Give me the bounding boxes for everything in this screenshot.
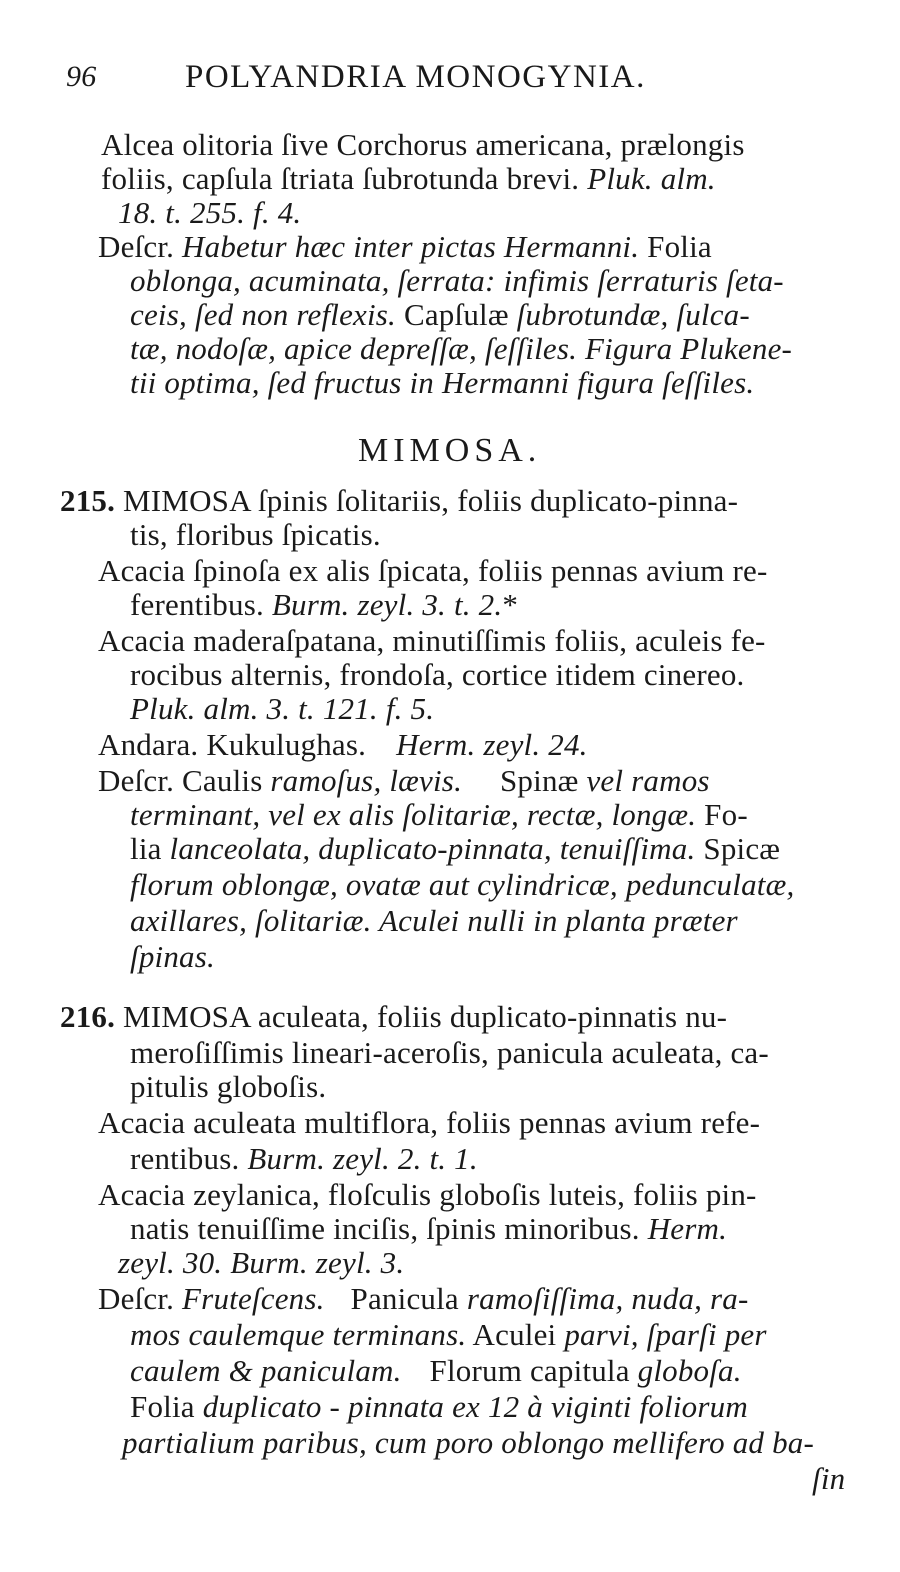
text-span: parvi, ſparſi per <box>564 1317 767 1352</box>
text-line: pitulis globoſis. <box>130 1069 327 1104</box>
text-span: Andara. Kukulughas. <box>98 727 367 762</box>
citation: Burm. zeyl. 3. t. 2. <box>271 587 503 622</box>
text-line <box>130 1140 478 1178</box>
text-span: Spicæ <box>703 831 781 866</box>
citation: Pluk. alm. 3. t. 121. f. 5. <box>130 691 435 726</box>
text-line: rocibus alternis, frondoſa, cortice itidem cinereo. <box>130 657 745 692</box>
text-span: terminant, vel ex alis ſolitariæ, rectæ, longæ. <box>130 797 697 832</box>
text-line <box>98 228 712 266</box>
text-span: lanceolata, duplicato-pinnata, tenuiſſima. <box>169 831 696 866</box>
text-line: Acacia ſpinoſa ex alis ſpicata, foliis pennas avium re- <box>98 553 768 588</box>
text-line: tæ, nodoſæ, apice depreſſæ, ſeſſiles. Figura Plukene- <box>130 331 793 366</box>
text-line: ſpinas. <box>130 939 215 974</box>
text-line <box>98 762 710 800</box>
text-line <box>130 830 780 868</box>
entry-number: 216. <box>60 999 116 1034</box>
text-line <box>130 296 750 334</box>
text-line <box>130 796 748 834</box>
text-line <box>98 1280 749 1318</box>
text-span: MIMOSA aculeata, foliis duplicato-pinnatis nu- <box>123 999 728 1034</box>
text-line: Acacia maderaſpatana, minutiſſimis foliis, aculeis fe- <box>98 623 766 658</box>
citation: Burm. zeyl. 2. t. 1. <box>247 1141 478 1176</box>
text-span: ceis, ſed non reflexis. <box>130 297 397 332</box>
text-line <box>130 1388 748 1426</box>
text-span: MIMOSA ſpinis ſolitariis, foliis duplicato-pinna- <box>123 483 739 518</box>
text-line: axillares, ſolitariæ. Aculei nulli in planta præter <box>130 903 738 938</box>
text-span: foliis, capſula ſtriata ſubrotunda brevi. <box>101 161 580 196</box>
text-line: oblonga, acuminata, ſerrata: infimis ſerraturis ſeta- <box>130 263 784 298</box>
text-span: mos caulemque terminans. <box>130 1317 467 1352</box>
citation: Herm. zeyl. 24. <box>396 727 588 762</box>
text-span: Florum capitula <box>429 1353 630 1388</box>
text-span: Folia <box>130 1389 195 1424</box>
citation: Pluk. alm. <box>587 161 716 196</box>
text-span: Spinæ <box>499 763 579 798</box>
text-span: Panicula <box>350 1281 459 1316</box>
section-title: MIMOSA. <box>358 432 542 469</box>
text-line <box>98 726 588 764</box>
text-line: partialium paribus, cum poro oblongo mellifero ad ba- <box>122 1425 815 1460</box>
text-span: Capſulæ <box>403 297 509 332</box>
text-line: Acacia zeylanica, floſculis globoſis luteis, foliis pin- <box>98 1177 757 1212</box>
text-span: ſubrotundæ, ſulca- <box>516 297 750 332</box>
text-span: Habetur hæc inter pictas Hermanni. <box>182 229 640 264</box>
text-span: ramoſus, lævis. <box>270 763 463 798</box>
text-line <box>60 998 727 1036</box>
text-span: natis tenuiſſime inciſis, ſpinis minoribus. <box>130 1211 640 1246</box>
text-span: ramoſiſſima, nuda, ra- <box>466 1281 749 1316</box>
text-span: vel ramos <box>586 763 710 798</box>
text-line: tis, floribus ſpicatis. <box>130 517 381 552</box>
text-span: globoſa. <box>637 1353 742 1388</box>
entry-number: 215. <box>60 483 116 518</box>
text-line <box>60 482 738 520</box>
text-span: Aculei <box>472 1317 557 1352</box>
page-number: 96 <box>66 60 97 93</box>
text-span: rentibus. <box>130 1141 240 1176</box>
text-span: ferentibus. <box>130 587 264 622</box>
text-span: duplicato - pinnata ex 12 à viginti foliorum <box>202 1389 748 1424</box>
text-span: caulem & paniculam. <box>130 1353 402 1388</box>
text-line <box>130 1316 767 1354</box>
citation: 18. t. 255. f. 4. <box>118 195 302 230</box>
text-line: Alcea olitoria ſive Corchorus americana, prælongis <box>101 127 745 162</box>
text-span: Deſcr. Caulis <box>98 763 263 798</box>
text-line: tii optima, ſed fructus in Hermanni figura ſeſſiles. <box>130 365 755 400</box>
text-span: Fruteſcens. <box>182 1281 325 1316</box>
text-line: meroſiſſimis lineari-aceroſis, panicula aculeata, ca- <box>130 1035 769 1070</box>
text-line: Acacia aculeata multiflora, foliis pennas avium refe- <box>98 1105 761 1140</box>
text-span: Folia <box>647 229 712 264</box>
catchword: ſin <box>812 1461 846 1496</box>
asterisk: * <box>502 587 519 622</box>
text-line <box>130 1352 742 1390</box>
text-line <box>130 1210 727 1248</box>
text-line <box>101 160 716 198</box>
citation: zeyl. 30. Burm. zeyl. 3. <box>118 1245 405 1280</box>
descr-label: Deſcr. <box>98 229 175 264</box>
text-span: Fo- <box>704 797 748 832</box>
descr-label: Deſcr. <box>98 1281 175 1316</box>
text-line: florum oblongæ, ovatæ aut cylindricæ, pedunculatæ, <box>130 867 795 902</box>
text-line <box>130 586 518 624</box>
text-span: lia <box>130 831 162 866</box>
running-title: POLYANDRIA MONOGYNIA. <box>185 59 646 95</box>
citation: Herm. <box>647 1211 728 1246</box>
